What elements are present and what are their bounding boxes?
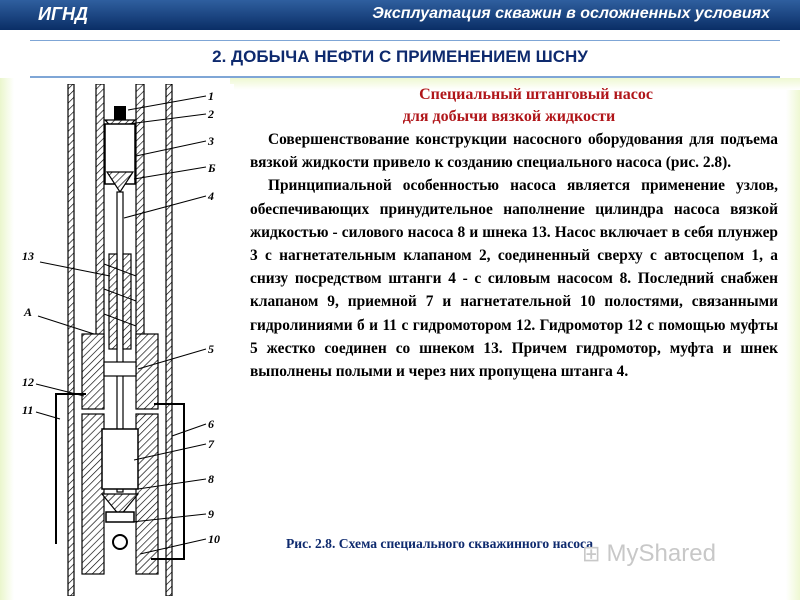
label-1: 1 [208,89,214,103]
label-9: 9 [208,507,214,521]
watermark [582,540,716,568]
label-3: 3 [208,134,214,148]
label-8: 8 [208,472,214,486]
top-divider [30,40,780,41]
header-bar [0,0,800,30]
left-decor-band [0,78,14,600]
label-11: 11 [22,403,34,417]
pump-diagram-svg [16,84,234,596]
subtitle-line-1: Специальный штанговый насос [419,86,653,103]
plunger [105,124,135,192]
label-12: 12 [22,375,34,389]
label-a: А [24,305,33,319]
watermark-icon: ⊞ [582,541,607,566]
course-title: Эксплуатация скважин в осложненных условиях [372,5,770,22]
subtitle-line-2: для добычи вязкой жидкости [402,108,616,125]
label-10: 10 [208,532,220,546]
header-logo: ИГНД [38,4,88,24]
watermark-text: MyShared [606,540,716,567]
power-pump [82,414,158,574]
figure-caption: Рис. 2.8. Схема специального скважинного насоса [286,536,594,551]
description-text [250,84,778,383]
paragraph-2: Принципиальной особенностью насоса является применение узлов, обеспечивающих принудительное наполнение цилиндра насоса вязкой жидкостью - силового насоса 8 и шнека 13. Насос включает в себя плунжер 3 с нагнетательным клапаном 2, соединенный сверху с автосцепом 1, а снизу посредством штанги 4 - с силовым насосом 8. Последний снабжен клапаном 9, приемной 7 и нагнетательной 10 полостями, связанными гидролиниями б и 11 с гидромотором 12. Гидромотор 12 с помощью муфты 5 жестко соединен со шнеком 13. Причем гидромотор, муфта и шнек выполнены полыми и через них пропущена штанга 4. [250,177,778,381]
label-6: 6 [208,417,214,431]
label-2: 2 [208,107,214,121]
label-13: 13 [22,249,34,263]
label-4: 4 [208,189,214,203]
label-7: 7 [208,437,214,451]
label-b: Б [208,161,216,175]
label-5: 5 [208,342,214,356]
right-decor-band [786,90,800,600]
pump-diagram [16,84,234,596]
paragraph-1: Совершенствование конструкции насосного оборудования для подъема вязкой жидкости привело к созданию специального насоса (рис. 2.8). [250,131,778,172]
page-title: 2. ДОБЫЧА НЕФТИ С ПРИМЕНЕНИЕМ ШСНУ [212,47,588,66]
